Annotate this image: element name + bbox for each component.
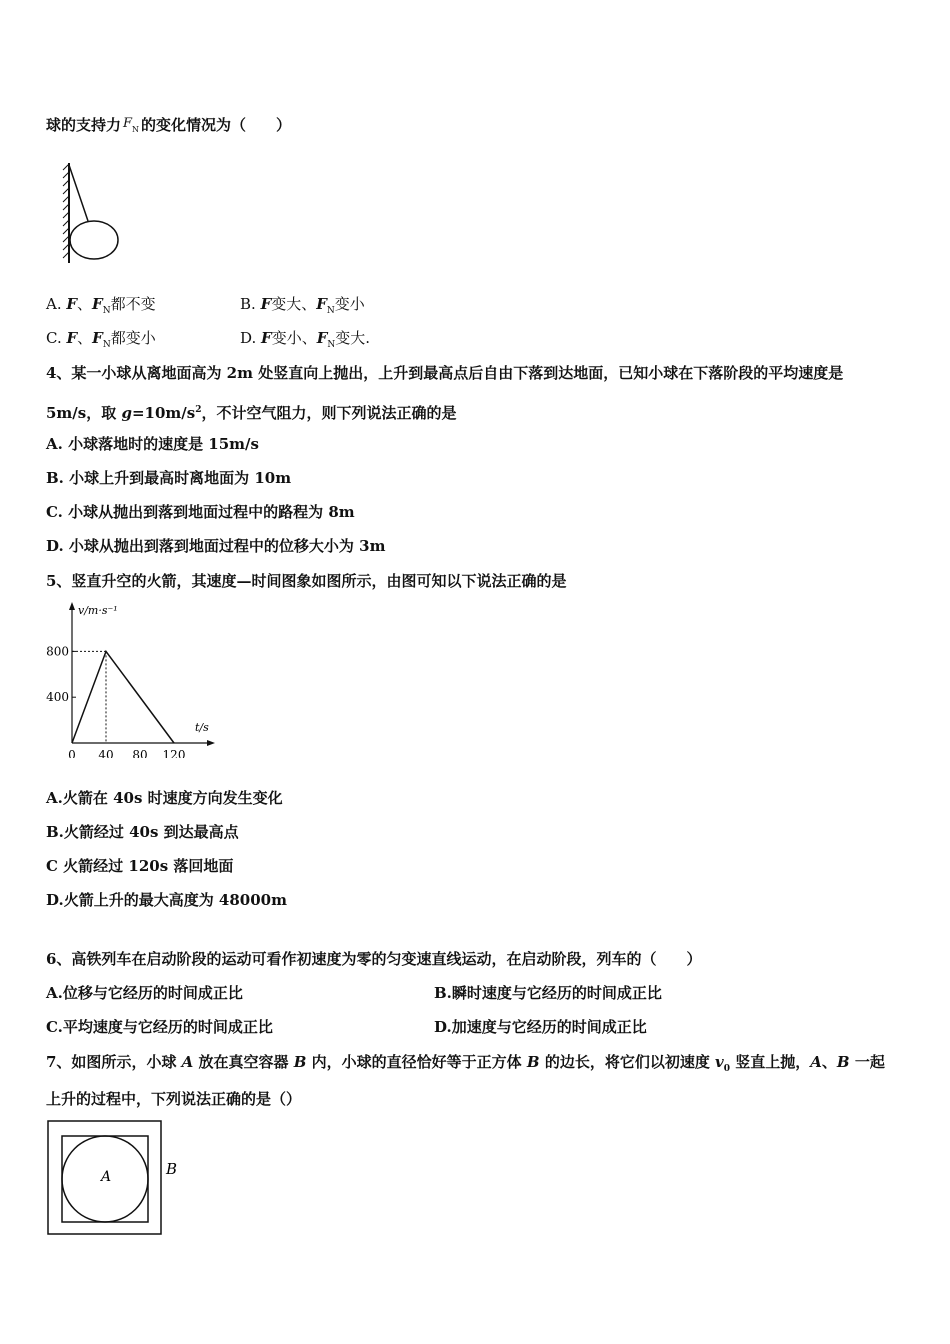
q5-option-b: B.火箭经过 40s 到达最高点 [46, 823, 239, 841]
q4-stem-line1: 4、某一小球从离地面高为 2m 处竖直向上抛出，上升到最高点后自由下落到达地面，已知小球在下落阶段的平均速度是 [46, 364, 844, 382]
wall-ball-figure [55, 160, 135, 275]
y-tick-label: 400 [46, 690, 69, 705]
q6-option-c: C.平均速度与它经历的时间成正比 [46, 1018, 273, 1036]
q3-option-c: C. F、$F_N$都变小 [46, 329, 156, 350]
q6-option-d: D.加速度与它经历的时间成正比 [434, 1018, 647, 1036]
q3-option-d: D. F变小、$F_N$变大. [240, 329, 371, 350]
q5-option-c: C 火箭经过 120s 落回地面 [46, 857, 234, 875]
y-axis-arrow [69, 602, 75, 610]
label-a: A [101, 1169, 112, 1185]
q7-stem-line2: 上升的过程中，下列说法正确的是（） [46, 1090, 302, 1108]
x-tick-label: 120 [162, 748, 186, 758]
q4-option-d: D. 小球从抛出到落到地面过程中的位移大小为 3m [46, 537, 386, 555]
q6-option-b: B.瞬时速度与它经历的时间成正比 [434, 984, 662, 1002]
q3-option-b: B. F变大、$F_N$变小 [240, 295, 365, 316]
x-tick-label: 0 [68, 748, 76, 758]
q3-option-a: A. F、$F_N$都不变 [46, 295, 156, 316]
q5-option-d: D.火箭上升的最大高度为 48000m [46, 891, 287, 909]
q6-option-a: A.位移与它经历的时间成正比 [46, 984, 243, 1002]
q4-option-c: C. 小球从抛出到落到地面过程中的路程为 8m [46, 503, 355, 521]
y-axis-label: v/m·s⁻¹ [78, 604, 118, 617]
velocity-time-chart [40, 598, 230, 758]
q4-option-b: B. 小球上升到最高时离地面为 10m [46, 469, 292, 487]
ball-in-box-figure [45, 1118, 195, 1240]
label-b: B [166, 1160, 178, 1178]
x-tick-label: 80 [132, 748, 148, 758]
q3-stem: 球的支持力 F N 的变化情况为（ ） [46, 116, 292, 134]
q5-stem: 5、竖直升空的火箭，其速度—时间图象如图所示，由图可知以下说法正确的是 [46, 572, 567, 590]
y-tick-label: 800 [46, 644, 69, 659]
q5-option-a: A.火箭在 40s 时速度方向发生变化 [46, 789, 283, 807]
q4-option-a: A. 小球落地时的速度是 15m/s [46, 435, 259, 453]
q4-stem-line2: 5m/s，取 $g=10m/s^2$，不计空气阻力，则下列说法正确的是 [46, 404, 457, 422]
series-line [72, 651, 174, 743]
x-axis-arrow [207, 740, 215, 746]
x-tick-label: 40 [98, 748, 114, 758]
q7-stem-line1: 7、如图所示，小球 A 放在真空容器 B 内，小球的直径恰好等于正方体 B 的边长，将它们以初速度 $v_0$ 竖直上抛，A、B 一起 [46, 1053, 885, 1074]
x-axis-label: t/s [195, 721, 209, 734]
q6-stem: 6、高铁列车在启动阶段的运动可看作初速度为零的匀变速直线运动，在启动阶段，列车的（ ） [46, 950, 702, 968]
